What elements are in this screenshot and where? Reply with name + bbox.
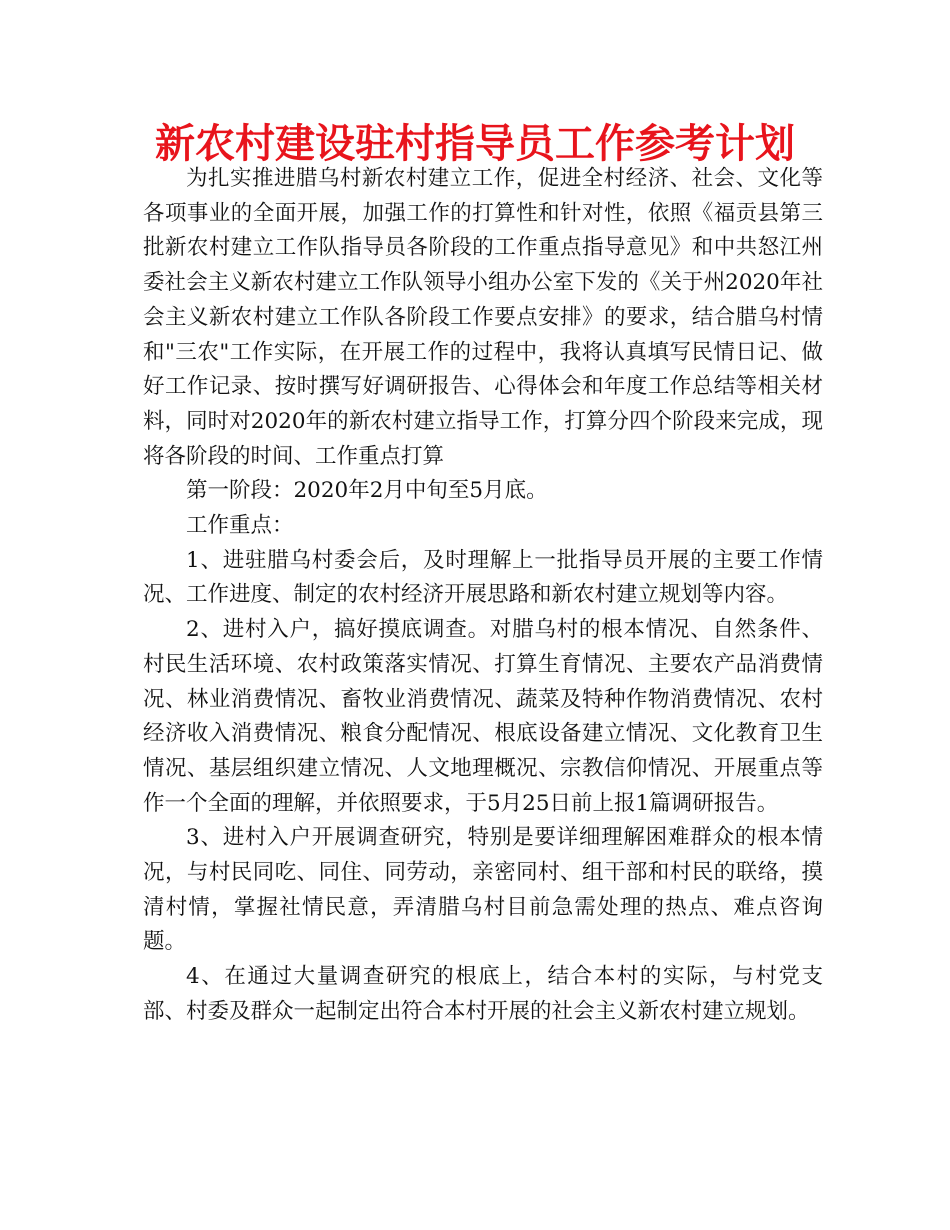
item-paragraph-3: 3、进村入户开展调查研究，特别是要详细理解困难群众的根本情况，与村民同吃、同住、同劳动，亲密同村、组干部和村民的联络，摸清村情，掌握社情民意，弄清腊乌村目前急需处理的热点、难点咨询题。 (143, 825, 823, 955)
intro-paragraph: 为扎实推进腊乌村新农村建立工作，促进全村经济、社会、文化等各项事业的全面开展，加强工作的打算性和针对性，依照《福贡县第三批新农村建立工作队指导员各阶段的工作重点指导意见》和中共怒江州委社会主义新农村建立工作队领导小组办公室下发的《关于州2020年社会主义新农村建立工作队各阶段工作要点安排》的要求，结合腊乌村情和"三农"工作实际，在开展工作的过程中，我将认真填写民情日记、做好工作记录、按时撰写好调研报告、心得体会和年度工作总结等相关材料，同时对2020年的新农村建立指导工作，打算分四个阶段来完成，现将各阶段的时间、工作重点打算 (143, 166, 823, 469)
phase-one-heading: 第一阶段：2020年2月中旬至5月底。 (186, 478, 548, 504)
item-paragraph-1: 1、进驻腊乌村委会后，及时理解上一批指导员开展的主要工作情况、工作进度、制定的农村经济开展思路和新农村建立规划等内容。 (143, 547, 823, 608)
document-title: 新农村建设驻村指导员工作参考计划 (155, 121, 795, 167)
work-focus-heading: 工作重点： (186, 513, 294, 539)
document-body (143, 162, 823, 1030)
item-paragraph-4: 4、在通过大量调查研究的根底上，结合本村的实际，与村党支部、村委及群众一起制定出符合本村开展的社会主义新农村建立规划。 (143, 964, 823, 1024)
item-paragraph-2: 2、进村入户，搞好摸底调查。对腊乌村的根本情况、自然条件、村民生活环境、农村政策落实情况、打算生育情况、主要农产品消费情况、林业消费情况、畜牧业消费情况、蔬菜及特种作物消费情况、农村经济收入消费情况、粮食分配情况、根底设备建立情况、文化教育卫生情况、基层组织建立情况、人文地理概况、宗教信仰情况、开展重点等作一个全面的理解，并依照要求，于5月25日前上报1篇调研报告。 (143, 617, 823, 816)
